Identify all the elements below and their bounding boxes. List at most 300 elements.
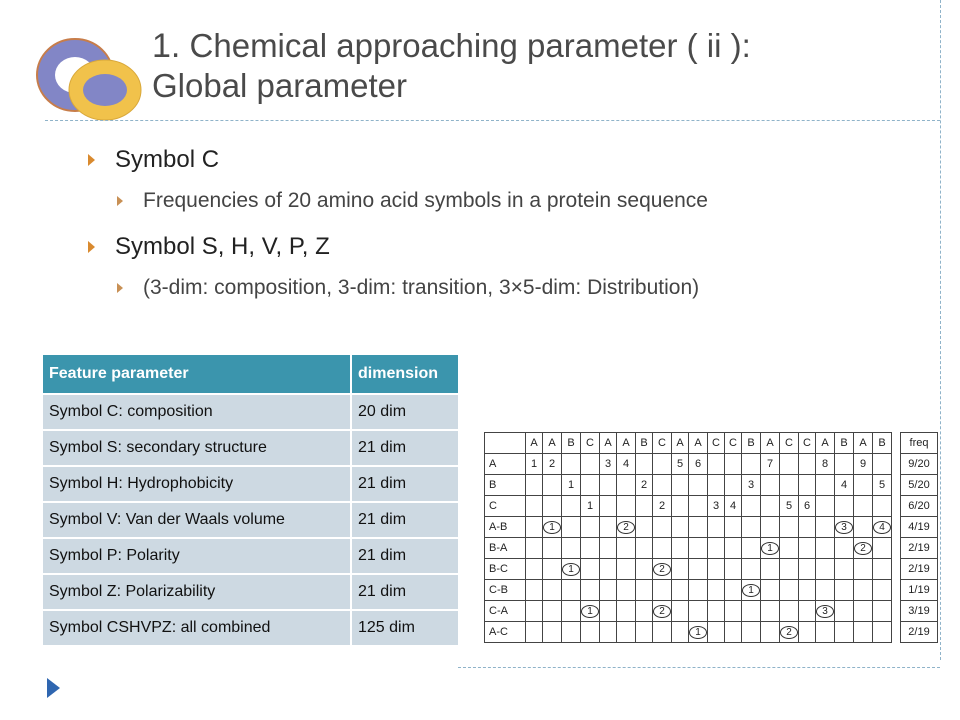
grid-row bbox=[485, 559, 938, 580]
grid-cell bbox=[873, 622, 892, 643]
sequence-symbol: A bbox=[816, 433, 835, 454]
grid-cell bbox=[816, 622, 835, 643]
grid-cell bbox=[873, 538, 892, 559]
circled-count: 1 bbox=[543, 521, 561, 534]
grid-cell bbox=[835, 517, 854, 538]
grid-cell bbox=[672, 454, 689, 475]
freq-value: 9/20 bbox=[901, 454, 938, 475]
grid-cell bbox=[725, 454, 742, 475]
feature-cell: Symbol S: secondary structure bbox=[42, 430, 351, 466]
grid-cell bbox=[799, 475, 816, 496]
position-count: 5 bbox=[785, 500, 793, 512]
grid-cell bbox=[708, 517, 725, 538]
title-divider bbox=[45, 120, 940, 121]
title-line-1: Chemical approaching parameter ( ii ): bbox=[189, 27, 751, 64]
position-count: 1 bbox=[586, 500, 594, 512]
grid-cell bbox=[835, 454, 854, 475]
grid-cell bbox=[854, 559, 873, 580]
circled-count: 3 bbox=[835, 521, 853, 534]
sequence-symbol: A bbox=[854, 433, 873, 454]
grid-cell bbox=[725, 580, 742, 601]
dimension-cell: 21 dim bbox=[351, 466, 459, 502]
grid-gap bbox=[892, 559, 901, 580]
bullet-2: Symbol S, H, V, P, Z bbox=[115, 233, 330, 260]
grid-cell bbox=[854, 475, 873, 496]
grid-row bbox=[485, 601, 938, 622]
grid-cell bbox=[725, 538, 742, 559]
grid-cell bbox=[543, 538, 562, 559]
grid-cell bbox=[526, 517, 543, 538]
grid-cell bbox=[636, 517, 653, 538]
grid-cell bbox=[854, 580, 873, 601]
freq-value: 2/19 bbox=[901, 622, 938, 643]
grid-cell bbox=[799, 559, 816, 580]
sub-bullet-icon bbox=[117, 196, 123, 206]
grid-cell bbox=[672, 496, 689, 517]
navigation-arrow-icon[interactable] bbox=[47, 678, 60, 698]
grid-cell bbox=[799, 601, 816, 622]
grid-cell bbox=[708, 601, 725, 622]
circled-count: 3 bbox=[816, 605, 834, 618]
position-count: 1 bbox=[567, 479, 575, 491]
grid-cell bbox=[600, 454, 617, 475]
row-label: C-B bbox=[485, 580, 526, 601]
freq-value: 6/20 bbox=[901, 496, 938, 517]
column-header: dimension bbox=[351, 354, 459, 394]
grid-cell bbox=[672, 601, 689, 622]
grid-cell bbox=[543, 601, 562, 622]
grid-cell bbox=[761, 580, 780, 601]
page-title bbox=[152, 26, 942, 106]
grid-cell bbox=[708, 559, 725, 580]
circled-count: 1 bbox=[689, 626, 707, 639]
table-row bbox=[42, 466, 459, 502]
dimension-cell: 21 dim bbox=[351, 502, 459, 538]
grid-cell bbox=[816, 496, 835, 517]
dimension-cell: 21 dim bbox=[351, 574, 459, 610]
grid-cell bbox=[543, 475, 562, 496]
grid-cell bbox=[636, 622, 653, 643]
grid-cell bbox=[617, 538, 636, 559]
sequence-symbol: A bbox=[689, 433, 708, 454]
freq-value: 4/19 bbox=[901, 517, 938, 538]
position-count: 2 bbox=[640, 479, 648, 491]
circled-count: 2 bbox=[854, 542, 872, 555]
grid-cell bbox=[835, 622, 854, 643]
row-label: B-C bbox=[485, 559, 526, 580]
position-count: 3 bbox=[604, 458, 612, 470]
grid-cell bbox=[873, 496, 892, 517]
grid-cell bbox=[562, 601, 581, 622]
grid-cell bbox=[543, 559, 562, 580]
grid-cell bbox=[672, 622, 689, 643]
sub-bullet-2: (3-dim: composition, 3-dim: transition, 3×5-dim: Distribution) bbox=[143, 276, 700, 299]
grid-cell bbox=[526, 475, 543, 496]
grid-cell bbox=[725, 559, 742, 580]
sequence-frequency-table bbox=[484, 432, 938, 643]
grid-cell bbox=[689, 538, 708, 559]
grid-cell bbox=[562, 475, 581, 496]
grid-cell bbox=[689, 454, 708, 475]
grid-cell bbox=[617, 475, 636, 496]
table-row bbox=[42, 394, 459, 430]
grid-cell bbox=[835, 559, 854, 580]
grid-cell bbox=[725, 475, 742, 496]
sub-bullet-1: Frequencies of 20 amino acid symbols in a protein sequence bbox=[143, 189, 708, 212]
circled-count: 1 bbox=[761, 542, 779, 555]
grid-cell bbox=[636, 601, 653, 622]
grid-cell bbox=[725, 601, 742, 622]
grid-cell bbox=[742, 559, 761, 580]
column-header: Feature parameter bbox=[42, 354, 351, 394]
grid-cell bbox=[617, 559, 636, 580]
grid-cell bbox=[742, 622, 761, 643]
row-label: B bbox=[485, 475, 526, 496]
circled-count: 1 bbox=[562, 563, 580, 576]
grid-cell bbox=[780, 601, 799, 622]
position-count: 2 bbox=[548, 458, 556, 470]
dimension-cell: 21 dim bbox=[351, 430, 459, 466]
grid-cell bbox=[799, 580, 816, 601]
grid-cell bbox=[761, 517, 780, 538]
grid-cell bbox=[725, 496, 742, 517]
grid-cell bbox=[581, 601, 600, 622]
grid-cell bbox=[653, 496, 672, 517]
grid-cell bbox=[725, 622, 742, 643]
grid-cell bbox=[653, 475, 672, 496]
grid-cell bbox=[543, 454, 562, 475]
grid-cell bbox=[636, 496, 653, 517]
grid-cell bbox=[835, 538, 854, 559]
sequence-symbol: A bbox=[672, 433, 689, 454]
grid-row bbox=[485, 538, 938, 559]
grid-cell bbox=[708, 538, 725, 559]
feature-cell: Symbol P: Polarity bbox=[42, 538, 351, 574]
grid-cell bbox=[816, 517, 835, 538]
circled-count: 2 bbox=[617, 521, 635, 534]
grid-cell bbox=[562, 454, 581, 475]
grid-cell bbox=[617, 517, 636, 538]
grid-cell bbox=[799, 517, 816, 538]
grid-gap bbox=[892, 517, 901, 538]
sequence-symbol: C bbox=[653, 433, 672, 454]
sequence-symbol: A bbox=[761, 433, 780, 454]
grid-cell bbox=[761, 454, 780, 475]
right-divider bbox=[940, 0, 941, 660]
grid-cell bbox=[708, 622, 725, 643]
grid-cell bbox=[854, 496, 873, 517]
grid-cell bbox=[653, 454, 672, 475]
grid-cell bbox=[835, 475, 854, 496]
circled-count: 4 bbox=[873, 521, 891, 534]
grid-cell bbox=[689, 559, 708, 580]
grid-cell bbox=[854, 622, 873, 643]
grid-cell bbox=[617, 496, 636, 517]
grid-cell bbox=[581, 538, 600, 559]
position-count: 5 bbox=[878, 479, 886, 491]
grid-cell bbox=[816, 538, 835, 559]
grid-cell bbox=[873, 601, 892, 622]
grid-cell bbox=[854, 517, 873, 538]
grid-cell bbox=[672, 538, 689, 559]
row-label: C bbox=[485, 496, 526, 517]
grid-cell bbox=[689, 601, 708, 622]
grid-cell bbox=[742, 580, 761, 601]
grid-cell bbox=[761, 559, 780, 580]
grid-cell bbox=[562, 517, 581, 538]
grid-cell bbox=[873, 475, 892, 496]
feature-cell: Symbol V: Van der Waals volume bbox=[42, 502, 351, 538]
grid-cell bbox=[600, 580, 617, 601]
grid-cell bbox=[873, 559, 892, 580]
feature-cell: Symbol C: composition bbox=[42, 394, 351, 430]
grid-cell bbox=[761, 496, 780, 517]
grid-cell bbox=[581, 517, 600, 538]
grid-cell bbox=[780, 622, 799, 643]
grid-cell bbox=[636, 475, 653, 496]
grid-cell bbox=[816, 475, 835, 496]
freq-value: 3/19 bbox=[901, 601, 938, 622]
grid-cell bbox=[543, 496, 562, 517]
sequence-symbol: B bbox=[873, 433, 892, 454]
freq-value: 1/19 bbox=[901, 580, 938, 601]
grid-cell bbox=[780, 517, 799, 538]
grid-cell bbox=[581, 559, 600, 580]
row-label: C-A bbox=[485, 601, 526, 622]
bullet-1: Symbol C bbox=[115, 146, 220, 173]
table-row bbox=[42, 574, 459, 610]
grid-cell bbox=[761, 622, 780, 643]
grid-cell bbox=[562, 538, 581, 559]
grid-cell bbox=[742, 454, 761, 475]
position-count: 4 bbox=[840, 479, 848, 491]
grid-gap bbox=[892, 496, 901, 517]
position-count: 4 bbox=[729, 500, 737, 512]
grid-cell bbox=[742, 475, 761, 496]
sequence-symbol: A bbox=[617, 433, 636, 454]
grid-cell bbox=[873, 454, 892, 475]
grid-cell bbox=[562, 559, 581, 580]
grid-cell bbox=[543, 580, 562, 601]
grid-cell bbox=[581, 580, 600, 601]
row-label: A bbox=[485, 454, 526, 475]
freq-value: 2/19 bbox=[901, 559, 938, 580]
position-count: 6 bbox=[803, 500, 811, 512]
grid-cell bbox=[835, 496, 854, 517]
row-label: A-C bbox=[485, 622, 526, 643]
grid-cell bbox=[780, 496, 799, 517]
grid-cell bbox=[873, 517, 892, 538]
grid-cell bbox=[689, 622, 708, 643]
grid-cell bbox=[799, 622, 816, 643]
grid-cell bbox=[780, 454, 799, 475]
feature-cell: Symbol CSHVPZ: all combined bbox=[42, 610, 351, 646]
grid-cell bbox=[689, 517, 708, 538]
circled-count: 2 bbox=[653, 563, 671, 576]
grid-cell bbox=[835, 601, 854, 622]
grid-cell bbox=[672, 580, 689, 601]
sequence-symbol: B bbox=[562, 433, 581, 454]
position-count: 3 bbox=[747, 479, 755, 491]
dimension-cell: 21 dim bbox=[351, 538, 459, 574]
grid-cell bbox=[543, 517, 562, 538]
grid-cell bbox=[873, 580, 892, 601]
grid-cell bbox=[780, 475, 799, 496]
grid-cell bbox=[636, 559, 653, 580]
grid-cell bbox=[780, 559, 799, 580]
dimension-cell: 125 dim bbox=[351, 610, 459, 646]
grid-cell bbox=[543, 622, 562, 643]
sequence-symbol: A bbox=[526, 433, 543, 454]
grid-gap bbox=[892, 475, 901, 496]
position-count: 2 bbox=[658, 500, 666, 512]
sub-bullet-icon bbox=[117, 283, 123, 293]
position-count: 4 bbox=[622, 458, 630, 470]
sequence-symbol: C bbox=[725, 433, 742, 454]
grid-cell bbox=[761, 601, 780, 622]
position-count: 8 bbox=[821, 458, 829, 470]
grid-cell bbox=[689, 475, 708, 496]
grid-cell bbox=[562, 580, 581, 601]
grid-cell bbox=[653, 601, 672, 622]
grid-cell bbox=[600, 475, 617, 496]
position-count: 3 bbox=[712, 500, 720, 512]
grid-cell bbox=[581, 454, 600, 475]
freq-value: 5/20 bbox=[901, 475, 938, 496]
sequence-symbol: B bbox=[835, 433, 854, 454]
grid-cell bbox=[708, 454, 725, 475]
title-line-2: Global parameter bbox=[152, 67, 407, 104]
grid-cell bbox=[816, 454, 835, 475]
grid-cell bbox=[725, 517, 742, 538]
grid-cell bbox=[526, 580, 543, 601]
grid-row bbox=[485, 496, 938, 517]
grid-row bbox=[485, 580, 938, 601]
grid-cell bbox=[636, 454, 653, 475]
grid-cell bbox=[854, 601, 873, 622]
dimension-cell: 20 dim bbox=[351, 394, 459, 430]
grid-cell bbox=[816, 601, 835, 622]
grid-gap bbox=[892, 454, 901, 475]
table-row bbox=[42, 502, 459, 538]
grid-cell bbox=[761, 475, 780, 496]
grid-cell bbox=[689, 580, 708, 601]
grid-cell bbox=[816, 580, 835, 601]
position-count: 6 bbox=[694, 458, 702, 470]
grid-gap bbox=[892, 538, 901, 559]
grid-row bbox=[485, 475, 938, 496]
grid-cell bbox=[780, 538, 799, 559]
grid-cell bbox=[636, 538, 653, 559]
title-number: 1. bbox=[152, 27, 181, 65]
circled-count: 1 bbox=[742, 584, 760, 597]
grid-cell bbox=[617, 622, 636, 643]
row-label: B-A bbox=[485, 538, 526, 559]
grid-cell bbox=[708, 475, 725, 496]
grid-cell bbox=[636, 580, 653, 601]
grid-cell bbox=[708, 580, 725, 601]
circled-count: 2 bbox=[780, 626, 798, 639]
sequence-symbol: A bbox=[600, 433, 617, 454]
feature-cell: Symbol H: Hydrophobicity bbox=[42, 466, 351, 502]
grid-cell bbox=[672, 559, 689, 580]
sequence-symbol: C bbox=[780, 433, 799, 454]
bullet-icon bbox=[88, 241, 95, 253]
grid-row bbox=[485, 622, 938, 643]
sequence-symbol: C bbox=[708, 433, 725, 454]
grid-cell bbox=[672, 475, 689, 496]
grid-cell bbox=[854, 454, 873, 475]
grid-cell bbox=[526, 538, 543, 559]
grid-row bbox=[485, 517, 938, 538]
grid-cell bbox=[526, 496, 543, 517]
grid-cell bbox=[761, 538, 780, 559]
freq-header: freq bbox=[901, 433, 938, 454]
grid-cell bbox=[799, 454, 816, 475]
grid-cell bbox=[600, 622, 617, 643]
grid-cell bbox=[600, 601, 617, 622]
grid-cell bbox=[689, 496, 708, 517]
grid-cell bbox=[708, 496, 725, 517]
grid-cell bbox=[562, 622, 581, 643]
grid-cell bbox=[581, 496, 600, 517]
grid-cell bbox=[600, 559, 617, 580]
table-row bbox=[42, 538, 459, 574]
circled-count: 2 bbox=[653, 605, 671, 618]
grid-cell bbox=[581, 622, 600, 643]
grid-cell bbox=[526, 601, 543, 622]
grid-cell bbox=[617, 580, 636, 601]
table-row bbox=[42, 610, 459, 646]
grid-cell bbox=[600, 517, 617, 538]
position-count: 1 bbox=[530, 458, 538, 470]
grid-cell bbox=[742, 538, 761, 559]
grid-gap bbox=[892, 622, 901, 643]
table-header-row bbox=[42, 354, 459, 394]
grid-gap bbox=[892, 580, 901, 601]
table-row bbox=[42, 430, 459, 466]
sequence-symbol: C bbox=[581, 433, 600, 454]
grid-cell bbox=[653, 622, 672, 643]
circled-count: 1 bbox=[581, 605, 599, 618]
bullet-icon bbox=[88, 154, 95, 166]
position-count: 7 bbox=[766, 458, 774, 470]
grid-cell bbox=[562, 496, 581, 517]
grid-cell bbox=[742, 601, 761, 622]
grid-cell bbox=[617, 601, 636, 622]
grid-cell bbox=[854, 538, 873, 559]
grid-cell bbox=[799, 496, 816, 517]
grid-cell bbox=[672, 517, 689, 538]
freq-value: 2/19 bbox=[901, 538, 938, 559]
grid-cell bbox=[600, 538, 617, 559]
feature-cell: Symbol Z: Polarizability bbox=[42, 574, 351, 610]
grid-cell bbox=[742, 496, 761, 517]
sequence-symbol: C bbox=[799, 433, 816, 454]
row-label: A-B bbox=[485, 517, 526, 538]
bottom-divider bbox=[458, 667, 940, 668]
sequence-symbol: B bbox=[742, 433, 761, 454]
grid-cell bbox=[653, 580, 672, 601]
grid-cell bbox=[617, 454, 636, 475]
grid-gap bbox=[892, 601, 901, 622]
grid-gap bbox=[892, 433, 901, 454]
grid-row bbox=[485, 454, 938, 475]
sequence-symbol: A bbox=[543, 433, 562, 454]
grid-cell bbox=[799, 538, 816, 559]
grid-cell bbox=[835, 580, 854, 601]
grid-cell bbox=[653, 538, 672, 559]
